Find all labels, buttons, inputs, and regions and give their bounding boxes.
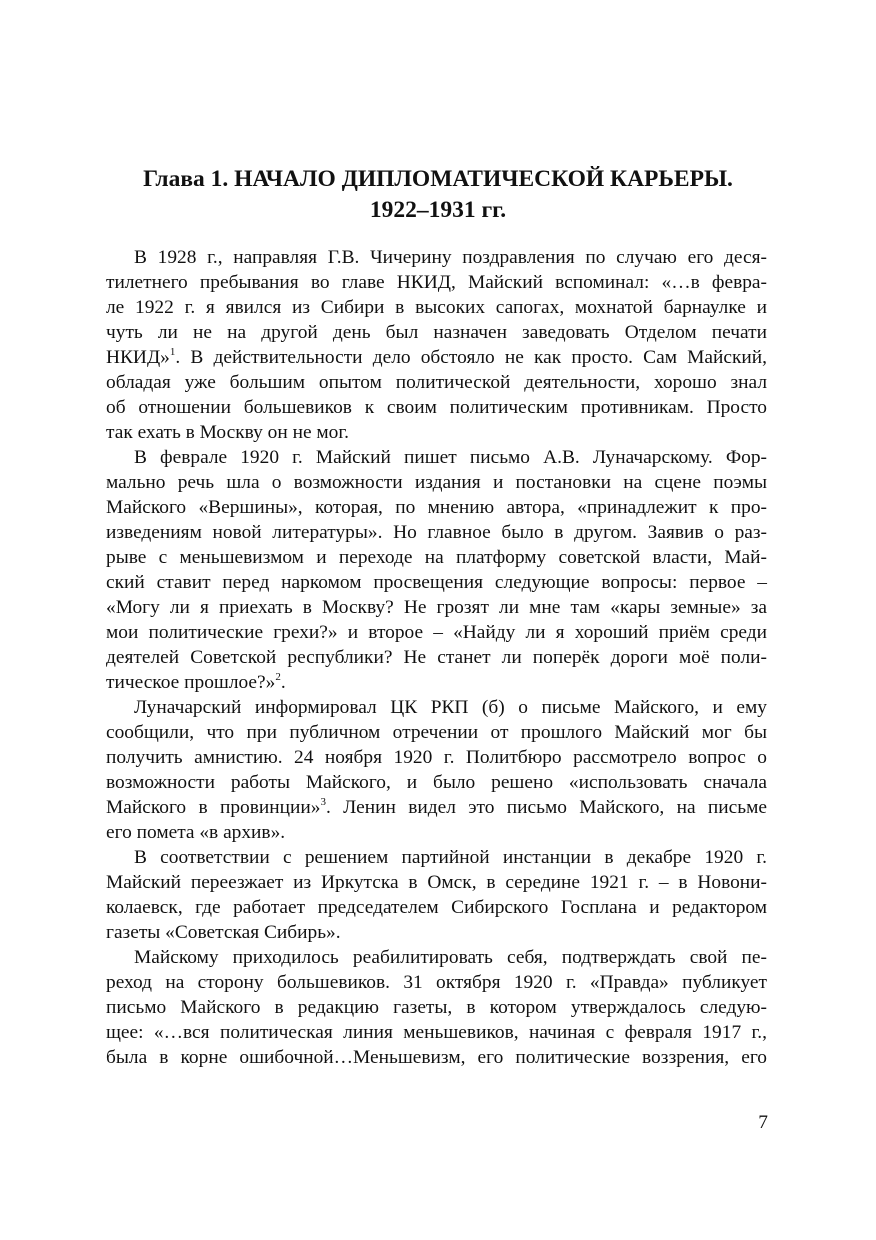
footnote-ref: 1	[169, 346, 176, 358]
text-line: об отношении большевиков к своим политическим противникам. Просто	[106, 397, 767, 418]
text-line: колаевск, где работает председателем Сибирского Госплана и редактором	[106, 897, 767, 918]
text-line: В феврале 1920 г. Майский пишет письмо А.В. Луначарскому. Фор-	[134, 447, 767, 468]
text-line: обладая уже большим опытом политической деятельности, хорошо знал	[106, 372, 767, 393]
text-line: чуть ли не на другой день был назначен заведовать Отделом печати	[106, 322, 767, 343]
text-line: Майский переезжает из Иркутска в Омск, в середине 1921 г. – в Новони-	[106, 872, 767, 893]
page-number: 7	[758, 1112, 768, 1133]
text-line: мои политические грехи?» и второе – «Найду ли я хороший приём среди	[106, 622, 767, 643]
text-line: В соответствии с решением партийной инстанции в декабре 1920 г.	[134, 847, 767, 868]
text-line: его помета «в архив».	[106, 822, 286, 843]
footnote-ref: 2	[275, 671, 281, 683]
text-segment: .	[280, 672, 286, 693]
text-line: мально речь шла о возможности издания и постановки на сцене поэмы	[106, 472, 767, 493]
text-line: изведениям новой литературы». Но главное было в другом. Заявив о раз-	[106, 522, 767, 543]
text-segment: . Ленин видел это письмо Майского, на письме	[325, 797, 767, 818]
text-line: рыве с меньшевизмом и переходе на платформу советской власти, Май-	[106, 547, 767, 568]
text-line: щее: «…вся политическая линия меньшевиков, начиная с февраля 1917 г.,	[106, 1022, 767, 1043]
text-line	[106, 670, 767, 695]
paragraph	[106, 695, 767, 845]
paragraph	[106, 945, 767, 1070]
chapter-title-line-2: 1922–1931 гг.	[369, 197, 507, 223]
text-line: газеты «Советская Сибирь».	[106, 922, 341, 943]
text-line: реход на сторону большевиков. 31 октября 1920 г. «Правда» публикует	[106, 972, 767, 993]
text-segment: тическое прошлое?»	[106, 672, 276, 693]
chapter-title-line-1: Глава 1. НАЧАЛО ДИПЛОМАТИЧЕСКОЙ КАРЬЕРЫ.	[143, 166, 733, 192]
text-line: Луначарский информировал ЦК РКП (б) о письме Майского, и ему	[134, 697, 767, 718]
text-line: возможности работы Майского, и было решено «использовать сначала	[106, 772, 767, 793]
text-segment: Майского в провинции»	[106, 797, 321, 818]
text-line: сообщили, что при публичном отречении от прошлого Майский мог бы	[106, 722, 767, 743]
text-line: Майского «Вершины», которая, по мнению автора, «принадлежит к про-	[106, 497, 767, 518]
text-line: «Могу ли я приехать в Москву? Не грозят ли мне там «кары земные» за	[106, 597, 767, 618]
paragraph	[106, 445, 767, 695]
footnote-ref: 3	[320, 796, 326, 808]
text-line: тилетнего пребывания во главе НКИД, Майский вспоминал: «…в февра-	[106, 272, 767, 293]
chapter-title	[100, 164, 776, 226]
paragraph	[106, 245, 767, 445]
text-line: была в корне ошибочной…Меньшевизм, его политические воззрения, его	[106, 1047, 767, 1068]
text-line	[106, 345, 767, 370]
body-text	[106, 245, 767, 1070]
text-line	[106, 795, 767, 820]
text-line: Майскому приходилось реабилитировать себя, подтверждать свой пе-	[134, 947, 767, 968]
text-line: так ехать в Москву он не мог.	[106, 422, 349, 443]
text-line: В 1928 г., направляя Г.В. Чичерину поздравления по случаю его деся-	[134, 247, 767, 268]
text-line: письмо Майского в редакцию газеты, в котором утверждалось следую-	[106, 997, 767, 1018]
paragraph	[106, 845, 767, 945]
text-line: ле 1922 г. я явился из Сибири в высоких сапогах, мохнатой барнаулке и	[106, 297, 767, 318]
text-line: ский ставит перед наркомом просвещения следующие вопросы: первое –	[106, 572, 767, 593]
text-segment: . В действительности дело обстояло не как просто. Сам Майский,	[175, 347, 767, 368]
text-line: получить амнистию. 24 ноября 1920 г. Политбюро рассмотрело вопрос о	[106, 747, 767, 768]
text-segment: НКИД»	[106, 347, 170, 368]
text-line: деятелей Советской республики? Не станет ли поперёк дороги моё поли-	[106, 647, 767, 668]
